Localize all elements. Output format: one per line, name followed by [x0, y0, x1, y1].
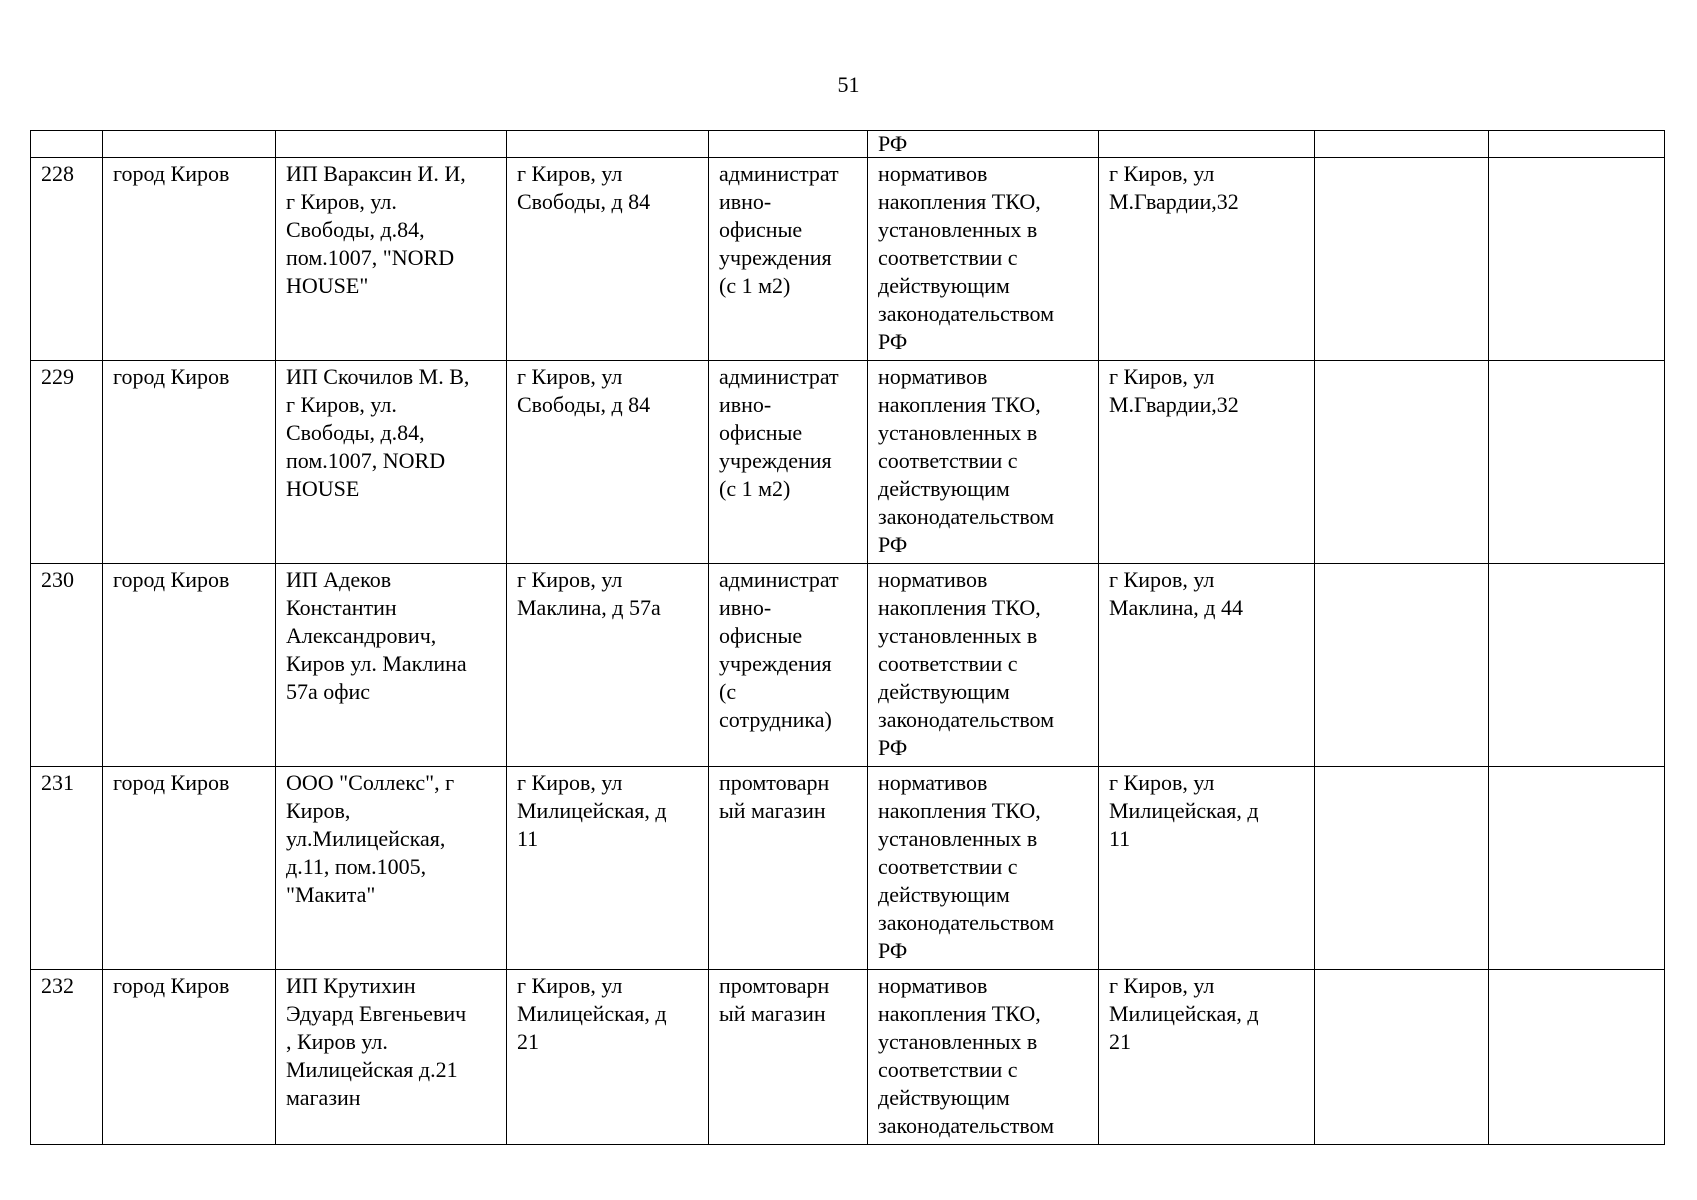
cell-address: г Киров, ул Свободы, д 84	[507, 158, 709, 361]
cell-norm: нормативов накопления ТКО, установленных в соответствии с действующим законодательством РФ	[868, 361, 1099, 564]
cell-extra2	[1489, 361, 1665, 564]
cell-num: 232	[31, 970, 103, 1145]
cell-norm: нормативов накопления ТКО, установленных в соответствии с действующим законодательством РФ	[868, 767, 1099, 970]
cell-municipality	[103, 131, 276, 158]
cell-address: г Киров, ул Милицейская, д 11	[507, 767, 709, 970]
cell-extra1	[1315, 564, 1489, 767]
cell-extra1	[1315, 158, 1489, 361]
cell-municipality: город Киров	[103, 970, 276, 1145]
cell-address: г Киров, ул Милицейская, д 21	[507, 970, 709, 1145]
cell-object-type: промтоварн ый магазин	[709, 767, 868, 970]
cell-num: 230	[31, 564, 103, 767]
cell-object-type: администрат ивно- офисные учреждения (с 1 м2)	[709, 158, 868, 361]
cell-site: г Киров, ул Маклина, д 44	[1099, 564, 1315, 767]
cell-num: 229	[31, 361, 103, 564]
cell-site: г Киров, ул Милицейская, д 11	[1099, 767, 1315, 970]
cell-norm: нормативов накопления ТКО, установленных в соответствии с действующим законодательством	[868, 970, 1099, 1145]
cell-object-type	[709, 131, 868, 158]
cell-extra2	[1489, 564, 1665, 767]
registry-table	[30, 130, 1665, 1145]
cell-site	[1099, 131, 1315, 158]
table-row	[31, 970, 1665, 1145]
cell-extra2	[1489, 158, 1665, 361]
cell-address	[507, 131, 709, 158]
cell-site: г Киров, ул М.Гвардии,32	[1099, 158, 1315, 361]
cell-norm: РФ	[868, 131, 1099, 158]
table-row	[31, 361, 1665, 564]
cell-num	[31, 131, 103, 158]
cell-num: 231	[31, 767, 103, 970]
cell-extra1	[1315, 970, 1489, 1145]
cell-municipality: город Киров	[103, 158, 276, 361]
table-row	[31, 767, 1665, 970]
cell-extra2	[1489, 767, 1665, 970]
table-row	[31, 158, 1665, 361]
page-number: 51	[837, 72, 860, 97]
cell-num: 228	[31, 158, 103, 361]
cell-site: г Киров, ул М.Гвардии,32	[1099, 361, 1315, 564]
cell-extra1	[1315, 767, 1489, 970]
cell-object-type: промтоварн ый магазин	[709, 970, 868, 1145]
cell-address: г Киров, ул Свободы, д 84	[507, 361, 709, 564]
cell-owner: ИП Адеков Константин Александрович, Киров ул. Маклина 57а офис	[276, 564, 507, 767]
cell-owner: ИП Крутихин Эдуард Евгеньевич , Киров ул. Милицейская д.21 магазин	[276, 970, 507, 1145]
cell-norm: нормативов накопления ТКО, установленных в соответствии с действующим законодательством РФ	[868, 564, 1099, 767]
table-row-continuation	[31, 131, 1665, 158]
cell-municipality: город Киров	[103, 361, 276, 564]
cell-owner: ООО "Соллекс", г Киров, ул.Милицейская, д.11, пом.1005, "Макита"	[276, 767, 507, 970]
cell-site: г Киров, ул Милицейская, д 21	[1099, 970, 1315, 1145]
cell-object-type: администрат ивно- офисные учреждения (с сотрудника)	[709, 564, 868, 767]
table-row	[31, 564, 1665, 767]
cell-owner: ИП Скочилов М. В, г Киров, ул. Свободы, д.84, пом.1007, NORD HOUSE	[276, 361, 507, 564]
cell-address: г Киров, ул Маклина, д 57а	[507, 564, 709, 767]
cell-extra2	[1489, 131, 1665, 158]
cell-extra1	[1315, 131, 1489, 158]
cell-municipality: город Киров	[103, 767, 276, 970]
cell-extra1	[1315, 361, 1489, 564]
cell-extra2	[1489, 970, 1665, 1145]
cell-object-type: администрат ивно- офисные учреждения (с 1 м2)	[709, 361, 868, 564]
cell-municipality: город Киров	[103, 564, 276, 767]
cell-owner	[276, 131, 507, 158]
cell-norm: нормативов накопления ТКО, установленных в соответствии с действующим законодательством РФ	[868, 158, 1099, 361]
cell-owner: ИП Вараксин И. И, г Киров, ул. Свободы, д.84, пом.1007, "NORD HOUSE"	[276, 158, 507, 361]
